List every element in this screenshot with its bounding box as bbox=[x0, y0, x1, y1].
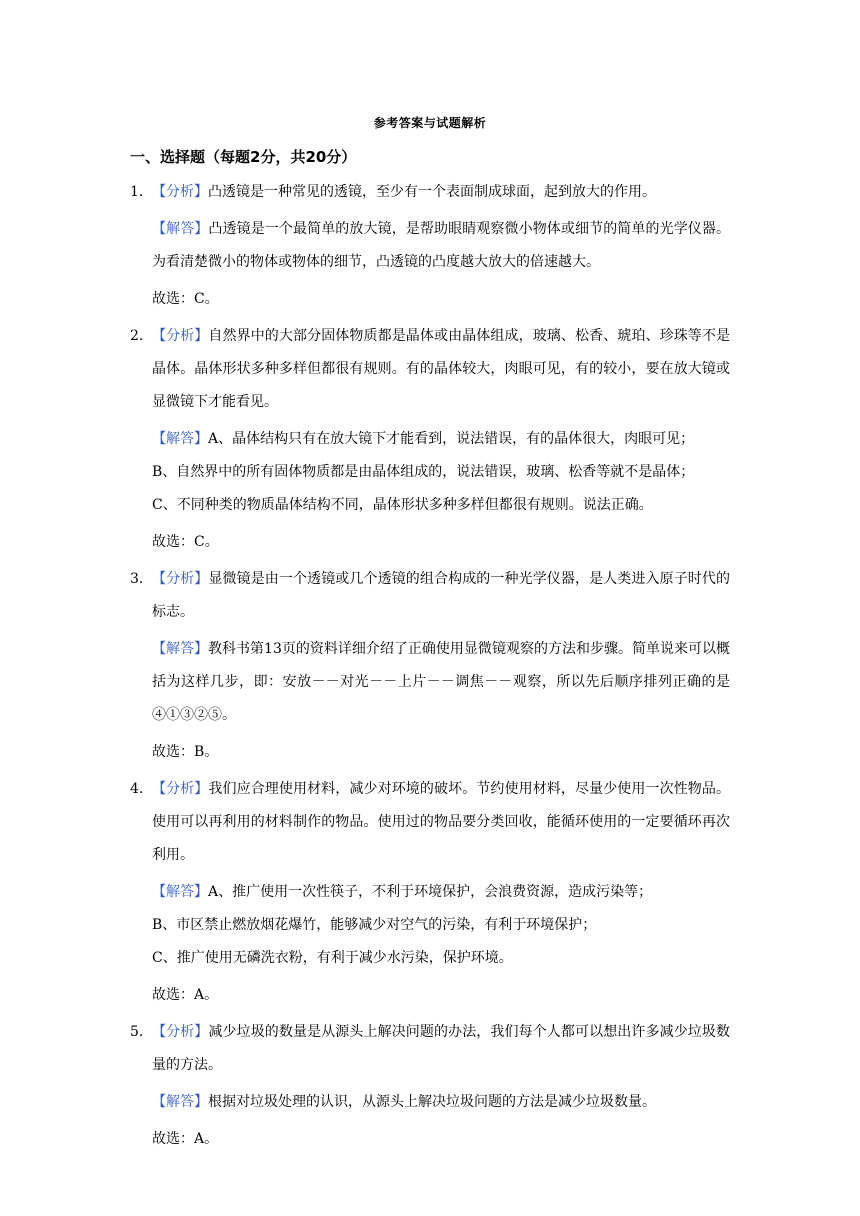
choice-line: C、推广使用无磷洗衣粉，有利于减少水污染，保护环境。 bbox=[152, 950, 513, 966]
choice-line: B、市区禁止燃放烟花爆竹，能够减少对空气的污染，有利于环境保护； bbox=[152, 917, 597, 933]
analysis-tag: 【分析】 bbox=[152, 571, 209, 587]
result-line: 故选：C。 bbox=[152, 291, 219, 307]
analysis-text: 显微镜是由一个透镜或几个透镜的组合构成的一种光学仪器，是人类进入原子时代的标志。 bbox=[152, 571, 731, 620]
analysis-tag: 【分析】 bbox=[152, 1024, 209, 1040]
answer-text: A、推广使用一次性筷子，不利于环境保护，会浪费资源，造成污染等； bbox=[208, 884, 653, 900]
question-1 bbox=[130, 176, 730, 316]
analysis-tag: 【分析】 bbox=[152, 781, 209, 797]
answer-text: 教科书第13页的资料详细介绍了正确使用显微镜观察的方法和步骤。简单说来可以概括为这样几步，即：安放－－对光－－上片－－调焦－－观察，所以先后顺序排列正确的是④①③②⑤。 bbox=[152, 641, 731, 723]
question-list bbox=[130, 176, 730, 1160]
answer-paragraph bbox=[152, 633, 730, 732]
result-line: 故选：C。 bbox=[152, 534, 219, 550]
answer-tag: 【解答】 bbox=[152, 884, 208, 900]
document-title: 参考答案与试题解析 bbox=[373, 116, 487, 130]
question-4 bbox=[130, 773, 730, 1012]
question-number: 4． bbox=[130, 781, 153, 797]
answer-paragraph bbox=[152, 423, 730, 456]
answer-paragraph bbox=[152, 1086, 730, 1119]
result-line: 故选：A。 bbox=[152, 1131, 219, 1147]
question-3 bbox=[130, 563, 730, 769]
result-line: 故选：A。 bbox=[152, 987, 219, 1003]
answer-paragraph bbox=[152, 213, 730, 279]
choice-line: B、自然界中的所有固体物质都是由晶体组成的，说法错误，玻璃、松香等就不是晶体； bbox=[152, 464, 695, 480]
answer-text: 根据对垃圾处理的认识，从源头上解决垃圾问题的方法是减少垃圾数量。 bbox=[208, 1094, 656, 1110]
analysis-text: 自然界中的大部分固体物质都是晶体或由晶体组成，玻璃、松香、琥珀、珍珠等不是晶体。晶体形状多种多样但都很有规则。有的晶体较大，肉眼可见，有的较小，要在放大镜或显微镜下才能看见。 bbox=[152, 328, 731, 410]
analysis-tag: 【分析】 bbox=[152, 328, 209, 344]
section-heading: 一、选择题（每题2分，共20分） bbox=[130, 148, 357, 166]
analysis-paragraph bbox=[152, 563, 730, 629]
answer-tag: 【解答】 bbox=[152, 1094, 208, 1110]
question-5 bbox=[130, 1016, 730, 1156]
answer-paragraph bbox=[152, 876, 730, 909]
answer-tag: 【解答】 bbox=[152, 221, 209, 237]
answer-text: A、晶体结构只有在放大镜下才能看到，说法错误，有的晶体很大，肉眼可见； bbox=[208, 431, 695, 447]
answer-tag: 【解答】 bbox=[152, 641, 209, 657]
analysis-tag: 【分析】 bbox=[152, 184, 208, 200]
analysis-paragraph bbox=[152, 773, 730, 872]
answer-tag: 【解答】 bbox=[152, 431, 208, 447]
answer-text: 凸透镜是一个最简单的放大镜，是帮助眼睛观察微小物体或细节的简单的光学仪器。为看清楚微小的物体或物体的细节，凸透镜的凸度越大放大的倍速越大。 bbox=[152, 221, 731, 270]
choice-line: C、不同种类的物质晶体结构不同，晶体形状多种多样但都很有规则。说法正确。 bbox=[152, 497, 653, 513]
result-line: 故选：B。 bbox=[152, 744, 219, 760]
question-number: 1． bbox=[130, 184, 153, 200]
question-number: 3． bbox=[130, 571, 153, 587]
analysis-paragraph bbox=[152, 1016, 730, 1082]
analysis-paragraph bbox=[152, 176, 730, 209]
analysis-text: 凸透镜是一种常见的透镜，至少有一个表面制成球面，起到放大的作用。 bbox=[208, 184, 656, 200]
question-number: 2． bbox=[130, 328, 153, 344]
analysis-text: 我们应合理使用材料，减少对环境的破坏。节约使用材料，尽量少使用一次性物品。使用可以再利用的材料制作的物品。使用过的物品要分类回收，能循环使用的一定要循环再次利用。 bbox=[152, 781, 731, 863]
question-2 bbox=[130, 320, 730, 559]
question-number: 5． bbox=[130, 1024, 153, 1040]
analysis-text: 减少垃圾的数量是从源头上解决问题的办法，我们每个人都可以想出许多减少垃圾数量的方法。 bbox=[152, 1024, 731, 1073]
analysis-paragraph bbox=[152, 320, 730, 419]
